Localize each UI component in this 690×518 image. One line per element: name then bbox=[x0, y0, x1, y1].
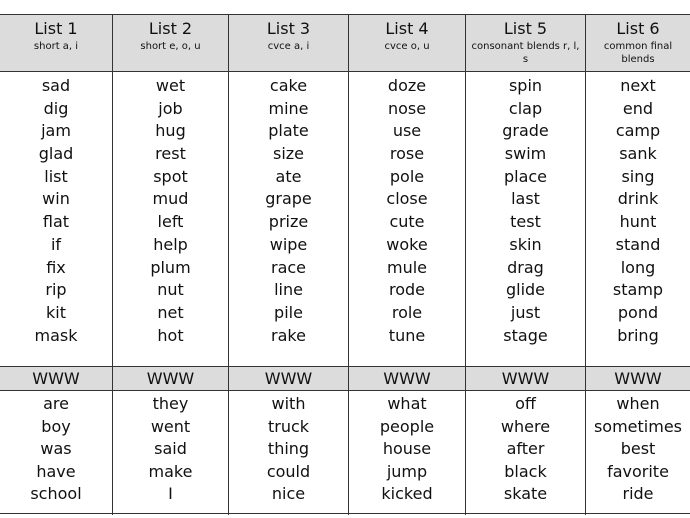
sight-word: favorite bbox=[607, 461, 669, 481]
spelling-word: rest bbox=[155, 144, 186, 164]
spelling-word: stand bbox=[615, 234, 661, 254]
list-title: List 3 bbox=[266, 19, 311, 38]
sight-words-column-5 bbox=[466, 391, 586, 515]
list-title: List 5 bbox=[503, 19, 548, 38]
spelling-word: nut bbox=[157, 280, 184, 300]
spelling-word: rip bbox=[45, 280, 67, 300]
sight-word: went bbox=[150, 416, 191, 436]
list-subtitle: short e, o, u bbox=[140, 41, 201, 52]
spelling-word: just bbox=[510, 302, 541, 322]
list-title: List 1 bbox=[34, 19, 78, 38]
spelling-word: size bbox=[272, 144, 305, 164]
spelling-word: help bbox=[153, 234, 188, 254]
spelling-word: list bbox=[44, 166, 68, 186]
sight-word: off bbox=[515, 394, 536, 413]
sight-words-column-1 bbox=[0, 391, 113, 515]
sight-word: nice bbox=[271, 484, 306, 504]
sight-word: could bbox=[266, 461, 311, 481]
list-subtitle: short a, i bbox=[33, 41, 79, 52]
spelling-word: grade bbox=[502, 121, 549, 141]
spelling-word: pond bbox=[617, 302, 659, 322]
spelling-word: spin bbox=[508, 76, 543, 95]
spelling-word: win bbox=[42, 189, 70, 209]
spelling-word: pile bbox=[274, 302, 303, 322]
spelling-word: swim bbox=[504, 144, 547, 164]
spelling-word: plate bbox=[268, 121, 309, 141]
spelling-word: place bbox=[503, 166, 548, 186]
spelling-word: hot bbox=[157, 325, 184, 345]
sight-word: are bbox=[43, 394, 69, 413]
spelling-words-column-1 bbox=[0, 72, 113, 367]
spelling-word: tune bbox=[388, 325, 426, 345]
spelling-words-column-6 bbox=[586, 72, 690, 367]
spelling-word: mule bbox=[386, 257, 427, 277]
spelling-word: skin bbox=[509, 234, 542, 254]
spelling-word: close bbox=[386, 189, 428, 209]
sight-word: people bbox=[379, 416, 435, 436]
spelling-word: stage bbox=[503, 325, 548, 345]
spelling-word: drink bbox=[617, 189, 659, 209]
www-label: WWW bbox=[349, 367, 466, 391]
spelling-word: grape bbox=[265, 189, 312, 209]
spelling-word: hug bbox=[155, 121, 186, 141]
spelling-word: prize bbox=[268, 212, 309, 232]
list-header-5 bbox=[466, 15, 586, 72]
sight-words-column-3 bbox=[229, 391, 349, 515]
spelling-word: camp bbox=[615, 121, 661, 141]
spelling-word: dig bbox=[43, 98, 69, 118]
spelling-word: ate bbox=[275, 166, 302, 186]
list-header-4 bbox=[349, 15, 466, 72]
sight-word: skate bbox=[503, 484, 548, 504]
spelling-words-column-2 bbox=[113, 72, 229, 367]
spelling-word: race bbox=[270, 257, 307, 277]
spelling-word: mud bbox=[152, 189, 189, 209]
sight-word: with bbox=[271, 394, 306, 413]
spelling-word: glad bbox=[38, 144, 74, 164]
www-label: WWW bbox=[113, 367, 229, 391]
sight-word: truck bbox=[267, 416, 310, 436]
www-label: WWW bbox=[466, 367, 586, 391]
spelling-word: role bbox=[391, 302, 423, 322]
spelling-word: if bbox=[50, 234, 62, 254]
spelling-words-column-5 bbox=[466, 72, 586, 367]
spelling-word: nose bbox=[387, 98, 427, 118]
sight-words-column-6 bbox=[586, 391, 690, 515]
sight-words-column-2 bbox=[113, 391, 229, 515]
spelling-words-column-4 bbox=[349, 72, 466, 367]
spelling-word: rake bbox=[271, 325, 306, 345]
sight-word: said bbox=[154, 439, 187, 459]
spelling-word: spot bbox=[153, 166, 188, 186]
spelling-word: next bbox=[620, 76, 656, 95]
spelling-table bbox=[0, 14, 690, 514]
spelling-word: end bbox=[622, 98, 654, 118]
sight-word: sometimes bbox=[593, 416, 683, 436]
spelling-word: use bbox=[392, 121, 422, 141]
spelling-words-column-3 bbox=[229, 72, 349, 367]
sight-word: jump bbox=[386, 461, 428, 481]
spelling-word: rode bbox=[388, 280, 425, 300]
sight-word: where bbox=[500, 416, 551, 436]
spelling-word: cute bbox=[389, 212, 425, 232]
spelling-word: bring bbox=[617, 325, 659, 345]
spelling-word: wet bbox=[155, 76, 186, 95]
spelling-word: sank bbox=[619, 144, 657, 164]
sight-word: after bbox=[506, 439, 545, 459]
sight-word: was bbox=[40, 439, 72, 459]
sight-word: house bbox=[382, 439, 432, 459]
spelling-word: hunt bbox=[619, 212, 657, 232]
sight-word: school bbox=[30, 484, 82, 504]
spelling-word: sing bbox=[621, 166, 655, 186]
spelling-word: rose bbox=[389, 144, 425, 164]
spelling-word: flat bbox=[42, 212, 70, 232]
spelling-word: sad bbox=[41, 76, 71, 95]
sight-word: thing bbox=[267, 439, 310, 459]
spelling-word: mine bbox=[268, 98, 309, 118]
sight-word: they bbox=[152, 394, 189, 413]
list-subtitle: cvce a, i bbox=[267, 41, 310, 52]
list-header-2 bbox=[113, 15, 229, 72]
spelling-word: mask bbox=[34, 325, 78, 345]
spelling-word: line bbox=[274, 280, 303, 300]
spelling-word: kit bbox=[46, 302, 66, 322]
list-subtitle: consonant blends r, l, s bbox=[471, 41, 580, 65]
sight-word: boy bbox=[41, 416, 71, 436]
sight-word: what bbox=[387, 394, 427, 413]
sight-word: kicked bbox=[381, 484, 433, 504]
spelling-word: job bbox=[158, 98, 183, 118]
spelling-word: last bbox=[511, 189, 540, 209]
spelling-word: clap bbox=[508, 98, 543, 118]
www-label: WWW bbox=[229, 367, 349, 391]
spelling-word: test bbox=[510, 212, 541, 232]
sight-word: ride bbox=[622, 484, 654, 504]
sight-words-column-4 bbox=[349, 391, 466, 515]
sight-word: black bbox=[504, 461, 547, 481]
spelling-word: cake bbox=[269, 76, 308, 95]
sight-word: when bbox=[616, 394, 660, 413]
spelling-word: stamp bbox=[612, 280, 664, 300]
sight-word: make bbox=[148, 461, 193, 481]
spelling-word: wipe bbox=[269, 234, 308, 254]
list-title: List 6 bbox=[616, 19, 660, 38]
list-header-6 bbox=[586, 15, 690, 72]
list-header-1 bbox=[0, 15, 113, 72]
spelling-word: drag bbox=[507, 257, 544, 277]
list-subtitle: common final blends bbox=[603, 41, 673, 65]
spelling-word: glide bbox=[505, 280, 546, 300]
spelling-word: fix bbox=[46, 257, 66, 277]
sight-word: best bbox=[620, 439, 656, 459]
spelling-word: long bbox=[620, 257, 656, 277]
www-label: WWW bbox=[586, 367, 690, 391]
sight-word: I bbox=[168, 484, 173, 504]
spelling-word: jam bbox=[41, 121, 71, 141]
spelling-word: plum bbox=[150, 257, 191, 277]
spelling-word: net bbox=[157, 302, 184, 322]
sight-word: have bbox=[36, 461, 76, 481]
spelling-word: pole bbox=[389, 166, 425, 186]
www-label: WWW bbox=[0, 367, 113, 391]
spelling-word: woke bbox=[386, 234, 428, 254]
list-title: List 2 bbox=[148, 19, 193, 38]
list-subtitle: cvce o, u bbox=[384, 41, 430, 52]
list-title: List 4 bbox=[385, 19, 429, 38]
list-header-3 bbox=[229, 15, 349, 72]
spelling-word: doze bbox=[387, 76, 427, 95]
spelling-word: left bbox=[157, 212, 184, 232]
